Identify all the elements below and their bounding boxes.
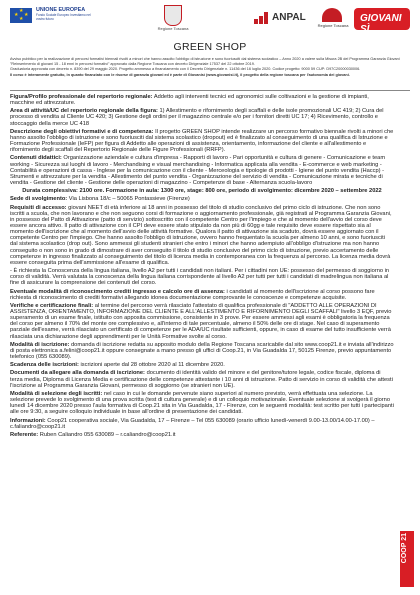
- bars-icon: [254, 12, 272, 24]
- section-enrollment: [10, 342, 394, 360]
- section-text: giovani NEET di età inferiore ai 18 anni in possesso del titolo di studio conclusivo del primo ciclo di istruzione. Che non sono iscritti a scuola, che non lavorano e che non seguono corsi di formazione o aggiornamento professionale, già registrati al Programma Garanzia Giovani, in possesso del Patto di Attivazione (patto di servizio) sottoscritto con il competente Centro per l'impiego e che al momento dell'avvio del corso deve essere ancora attivo. Il patto di attivazione con il CPI deve essere stato stipulato da non più di 60gg e tale requisito deve essere rispettato sia al momento dell'iscrizione che al momento dell'avvio delle attività formative. Qualora il patto di attivazione sia scaduto, dovrà essere aggiornato con il competente Centro per l'impiego. Che hanno assolto l'obbligo di istruzione, ovvero hanno frequentato la scuola per almeno 10 anni, e sono fuoriusciti dal sistema scolastico (drop out). Sono ammessi gli studenti stranieri che entro i minori che hanno adempiuto all'obbligo d'istruzione ma non hanno conseguito o non sono in grado di dimostrare di aver conseguito il titolo di studio conclusivo del primo ciclo di istruzione, previo accertamento delle competenze in ingresso finalizzato al conseguimento del titolo di licenza media in contemporanea con la frequenza al percorso. La licenza media dovrà essere conseguita prima dell'ammissione all'esame di qualifica.: [10, 204, 392, 266]
- section-label: Contenuti didattici:: [10, 155, 62, 162]
- section-label: Verifiche e certificazione finali:: [10, 302, 94, 309]
- page-title: GREEN SHOP: [173, 41, 247, 53]
- duration-text: Durata complessiva: 2100 ore. Formazione in aula: 1300 ore, stage: 800 ore, periodo di svolgimento: dicembre 2020 – settembre 2022: [22, 188, 382, 195]
- header-logos: [10, 4, 410, 38]
- section-label: Requisiti di accesso:: [10, 204, 67, 211]
- section-label: Descrizione degli obiettivi formativi e di competenza:: [10, 128, 154, 135]
- section-text: domanda di iscrizione redatta su apposito modulo della Regione Toscana scaricabile dal sito www.coop21.it e inviata all'indirizzo di posta elettronica a.felini@coop21.it oppure consegnate a mano presso gli uffici di Coop.21, in Via Guadalda 17, 50125 Firenze, previo appuntamento telefonico (055 630089).: [10, 341, 394, 361]
- section-text: - È richiesta la Conoscenza della lingua italiana, livello A2 per tutti i candidati non italiani. Per i cittadini non UE: possesso del permesso di soggiorno in corso di validità. Verrà valutata la conoscenza della lingua italiana corrispondente al livello A2 per tutti per tutti i candidati di madrelingua non italiana al fine di assicurare la comprensione dei contenuti del corso.: [10, 268, 390, 287]
- section-label: Figura/Profilo professionale del repertorio regionale:: [10, 94, 153, 100]
- section-selection: [10, 391, 394, 416]
- giovanisi-logo-text: GIOVANI SÌ: [360, 13, 402, 35]
- section-sede: [10, 196, 394, 202]
- section-text: Il progetto GREEN SHOP intende realizzare un percorso formativo biennale rivolti a minori che hanno assolto l'obbligo di istruzione e sono fuoriusciti dal sistema scolastico (dropout) ed è finalizzato al conseguimento di una qualifica di Istruzione e Formazione Professionale (IeFP) per figura di Addetto alle operazioni di assistenza, orientamento, informazione del cliente e all'allestimento e rifornimento degli scaffali del Repertorio Regionale delle Figure Professionali (RRFP).: [10, 128, 394, 154]
- section-deadline: [10, 362, 394, 368]
- section-contact: [10, 432, 394, 438]
- section-text: Ruben Caliandro 055 630089 – r.caliandro@coop21.it: [39, 431, 176, 438]
- regione-toscana-logo: [144, 4, 202, 34]
- section-text: i candidati al momento dell'iscrizione al corso possono fare richiesta di riconoscimento di crediti formativi allegando idonea documentazione comprovante le conoscenze e competenze acquisite.: [10, 288, 375, 301]
- section-objectives: [10, 129, 394, 154]
- section-credits: [10, 289, 394, 301]
- section-label: Area di attività/UC del repertorio regionale della figura:: [10, 108, 158, 115]
- intro-paragraph: Graduatoria approvata con decreto n. 8390 del 29 maggio 2020. Progetto ammesso a finanziamento con il Decreto Dirigenziale n. 11436 del 16 luglio 2020. Codice progetto: 9000 59 CUP: D97C20000030006.: [10, 67, 361, 72]
- section-info: [10, 418, 394, 430]
- toscana-logo: [310, 8, 356, 34]
- section-text: 1) Allestimento e rifornimento degli scaffali e delle isole promozionali UC 419; 2) Cura del processo di vendita al Cliente UC 420; 3) Gestione degli ordini per il magazzino centrale e/o per i fornitori diretti UC 17; 4) Ricevimento, controllo e stoccaggio della merce UC 418: [10, 108, 384, 127]
- section-label: Informazioni:: [10, 417, 46, 424]
- course-details: [10, 94, 394, 440]
- coop21-logo-text: COOP 21: [401, 533, 408, 564]
- section-text: documento di identità valido del minore e del genitore/tutore legale, codice fiscale, diploma di terza media, Diploma di Licenza Media e certificazione delle competenze attestante i 10 anni di istruzione. Patto di servizio in corso di validità che attesti l'iscrizione al Programma Garanzia Giovani, permesso di soggiorno (se stranieri non UE).: [10, 370, 393, 389]
- section-text: Organizzazione aziendale e cultura d'impresa - Rapporti di lavoro - Pari opportunità e cultura di genere - Comunicazione e team working - Sicurezza sui luoghi di lavoro - Merchandising e visual merchandising - Informatica applicata alla vendita - E-commerce e web marketing - Contabilità e operazioni di cassa - Inglese per la comunicazione con il cliente - Merceologia e tipologie di prodotti - Igiene del punto vendita (Haccp) - Strumenti e attrezzature per la vendita - Allestimento del punto vendita - Organizzazione del servizio di vendita - Comunicazione mirata e tecniche di vendita - Gestione del cliente - Gestione delle operazioni di magazzino - Competenze di base - Alternanza scuola-lavoro: [10, 155, 386, 187]
- section-documents: [10, 370, 394, 388]
- intro-paragraph: Il corso è interamente gratuito, in quanto finanziato con le risorse di garanzia giovani ed è parte di Giovanisì (www.giovanisi.it), il progetto della regione toscana per l'autonomia dei giovani.: [10, 73, 350, 78]
- intro-block: [10, 57, 410, 79]
- section-profile: [10, 94, 394, 106]
- giovanisi-logo: [354, 8, 410, 35]
- section-requirements: [10, 205, 394, 267]
- section-text: Via Lisbona 18/c – 50065 Pontassieve (Firenze): [68, 196, 190, 203]
- pegasus-icon: [322, 8, 342, 22]
- section-label: Documenti da allegare alla domanda di iscrizione:: [10, 370, 145, 377]
- regione-logo-text: Regione Toscana: [157, 26, 189, 31]
- shield-icon: [164, 5, 182, 26]
- section-contents: [10, 155, 394, 186]
- divider: [10, 90, 410, 91]
- intro-paragraph: Avviso pubblico per la realizzazione di percorsi formativi biennali rivolti a minori che hanno assolto l'obbligo di istruzione e sono fuoriusciti dal sistema scolastico – Anno 2020 a valere sulla Misura 2B del Programma Garanzia Giovani "Reinserimento di giovani 15 - 18 enni in percorsi formativi" approvato dalla Regione Toscana con decreto Dirigenziale 17537 del 22 ottobre 2019.: [10, 57, 400, 66]
- section-label: Modalità di selezione degli iscritti:: [10, 390, 103, 397]
- coop21-logo: [400, 531, 414, 587]
- duration-line: [10, 188, 394, 194]
- section-label: Sede di svolgimento:: [10, 196, 68, 203]
- section-text: Coop21 cooperativa sociale, Via Guadalda, 17 – Firenze – Tel 055 630089 (orario ufficio lunedì-venerdì 9.00-13.00/14.00-17.00) – c.faliandro@coop21.it: [10, 417, 375, 430]
- section-certification: [10, 303, 394, 340]
- eu-logo-subtitle: Fondo Sociale Europeo Investiamo nel vostro futuro: [36, 13, 91, 21]
- section-label: Scadenza delle iscrizioni:: [10, 362, 79, 369]
- section-text: nel caso in cui le domande pervenute siano superiori al numero previsto, verrà effettuata una selezione. La selezione prevede lo svolgimento di una prova scritta (test di cultura generale) e di un colloquio motivazionale. Eventuale selezione si svolgerà il giorno lunedì 14 dicembre 2020 presso l'aula formativa di Coop.21 sita in Via Guadalda, 17 - Firenze, con le seguenti modalità: test scritto per tutti i partecipanti alle ore 9:30, a seguire colloquio individuale in base all'ordine di presentazione dei candidati.: [10, 390, 394, 416]
- section-text: Addetto agli interventi tecnici ed agronomici sulle coltivazioni e la gestione di impianti, macchine ed attrezzature.: [10, 94, 369, 107]
- anpal-logo-text: ANPAL: [272, 12, 306, 23]
- section-label: Referente:: [10, 431, 39, 438]
- section-text: al termine del percorso verrà rilasciato l'attestato di qualifica professionale di "ADDETTO ALLE OPERAZIONI DI ASSISTENZA, ORIENTAMENTO, INFORMAZIONE DEL CLIENTE E ALL'ALLESTIMENTO E RIFORNIMENTO DEGLI SCAFFALI" livello 3 EQF, previo superamento di un esame finale, istituito con apposita commissione, consistente in 3 prove. Per essere ammessi agli esami è obbligatoria la frequenza del corso per almeno il 70% del monte ore complessivo e, all'interno di tale percentuale, almeno il 50% delle ore di stage. Nel caso di superamento parziale dell'esame, verrà rilasciato un certificato di competenze per le ADA/UC risultate sufficienti, oppure, in caso di esame del tutto insufficiente verrà rilasciata una dichiarazione degli apprendimenti per le Unità Formative svolte al corso.: [10, 302, 392, 340]
- section-label: Eventuale modalità di riconoscimento crediti ingresso e calcolo ore di assenza:: [10, 288, 225, 295]
- toscana-logo-text: Regione Toscana: [317, 23, 349, 28]
- eu-flag-icon: ★ ★ ★ ★: [10, 8, 32, 23]
- anpal-logo: [252, 10, 304, 32]
- section-language: [10, 268, 394, 286]
- eu-logo-name: UNIONE EUROPEA: [36, 7, 86, 13]
- section-label: Modalità di iscrizione:: [10, 341, 70, 348]
- section-text: iscrizioni aperte dal 28 ottobre 2020 al 11 dicembre 2020.: [80, 362, 225, 369]
- section-activity-area: [10, 108, 394, 126]
